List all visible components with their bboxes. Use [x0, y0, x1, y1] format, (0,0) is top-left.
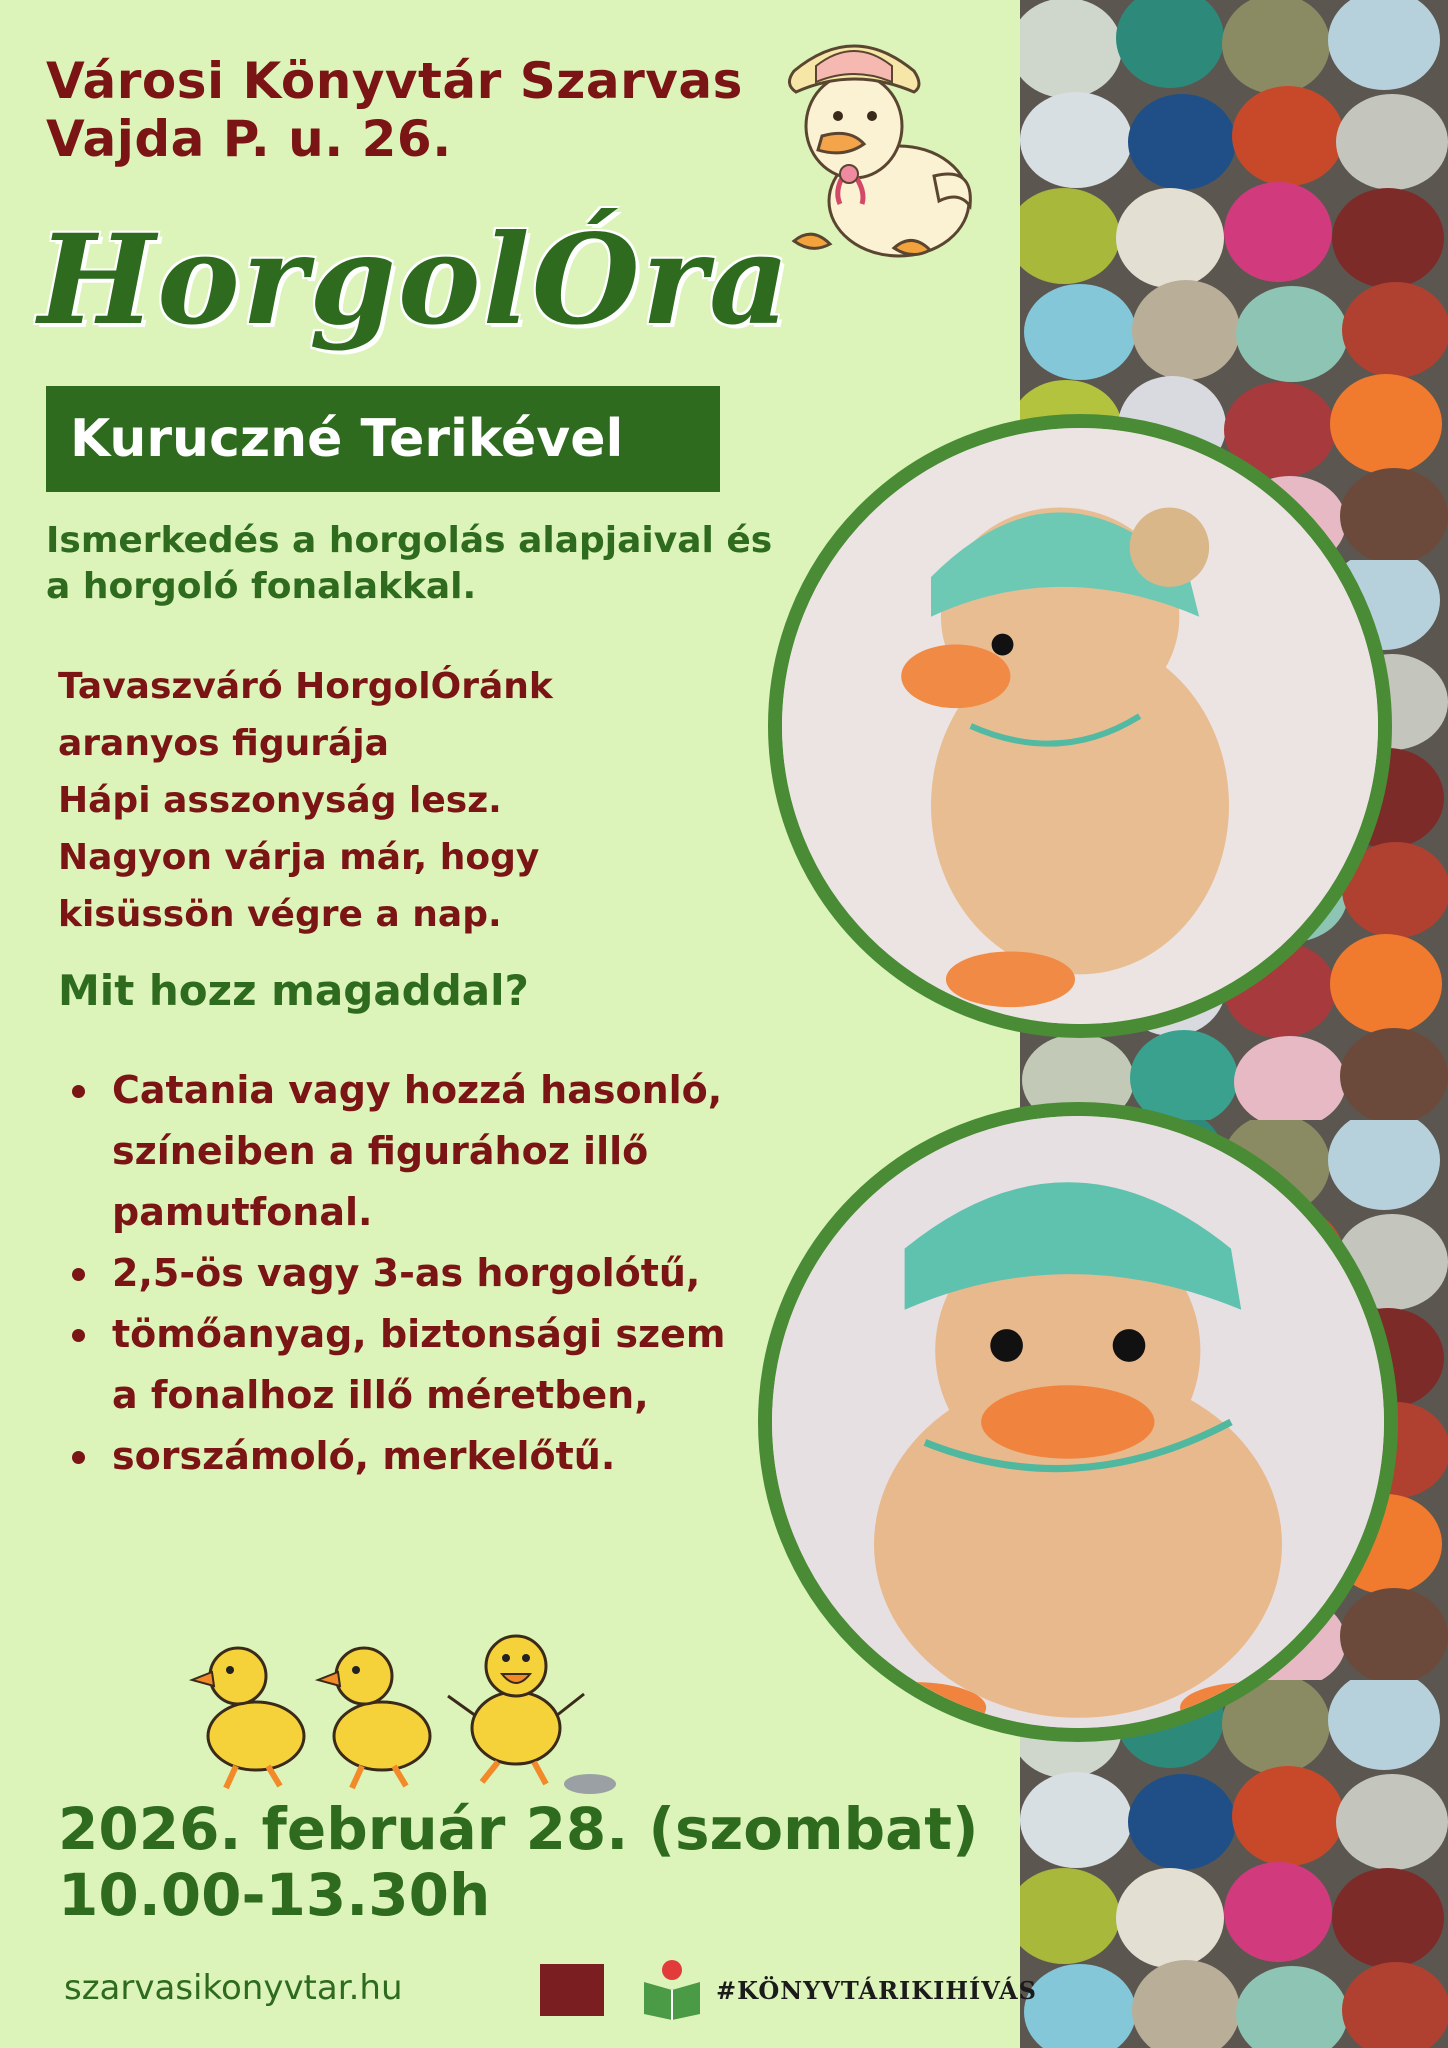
description-line: Hápi asszonyság lesz.	[58, 780, 502, 821]
bring-list	[58, 1060, 758, 1487]
description	[58, 658, 738, 943]
three-ducklings-icon	[186, 1616, 626, 1796]
intro-text: Ismerkedés a horgolás alapjaival és a horgoló fonalakkal.	[46, 520, 773, 607]
host-banner	[46, 386, 720, 492]
bring-item-text: Catania vagy hozzá hasonló, színeiben a figurához illő pamutfonal.	[112, 1068, 723, 1234]
library-name: Városi Könyvtár Szarvas	[46, 52, 743, 110]
description-line: Tavaszváró HorgolÓránk	[58, 666, 553, 707]
library-address	[46, 52, 743, 168]
book-challenge-icon	[640, 1956, 704, 2020]
duck-with-bonnet-icon	[774, 26, 984, 276]
event-title: HorgolÓra	[38, 208, 792, 353]
bring-item-text: tömőanyag, biztonsági szem a fonalhoz illő méretben,	[112, 1312, 726, 1417]
hashtag: #KÖNYVTÁRIKIHÍVÁS	[716, 1976, 1037, 2005]
crochet-duck-side-image	[782, 428, 1378, 1024]
crochet-duck-photo-front	[758, 1102, 1398, 1742]
event-time: 10.00-13.30h	[58, 1861, 491, 1929]
duckling-2	[318, 1648, 430, 1788]
bullet-icon	[72, 1451, 85, 1464]
list-item	[58, 1243, 758, 1304]
description-line: Nagyon várja már, hogy	[58, 837, 540, 878]
bring-heading: Mit hozz magaddal?	[58, 966, 529, 1015]
description-line: kisüssön végre a nap.	[58, 894, 502, 935]
bring-item-text: sorszámoló, merkelőtű.	[112, 1434, 616, 1478]
list-item	[58, 1304, 758, 1426]
list-item	[58, 1426, 758, 1487]
website-link[interactable]: szarvasikonyvtar.hu	[64, 1968, 403, 2008]
host-name: Kuruczné Terikével	[70, 409, 624, 469]
duckling-1	[192, 1648, 304, 1788]
bring-item-text: 2,5-ös vagy 3-as horgolótű,	[112, 1251, 701, 1295]
description-line: aranyos figurája	[58, 723, 389, 764]
list-item	[58, 1060, 758, 1243]
bullet-icon	[72, 1085, 85, 1098]
street-address: Vajda P. u. 26.	[46, 110, 452, 168]
crochet-duck-front-image	[772, 1116, 1384, 1728]
event-datetime	[58, 1796, 978, 1928]
bullet-icon	[72, 1329, 85, 1342]
library-logo-icon	[540, 1964, 604, 2016]
event-date: 2026. február 28. (szombat)	[58, 1795, 979, 1863]
duckling-3	[448, 1636, 616, 1794]
bullet-icon	[72, 1268, 85, 1281]
crochet-duck-photo-side	[768, 414, 1392, 1038]
